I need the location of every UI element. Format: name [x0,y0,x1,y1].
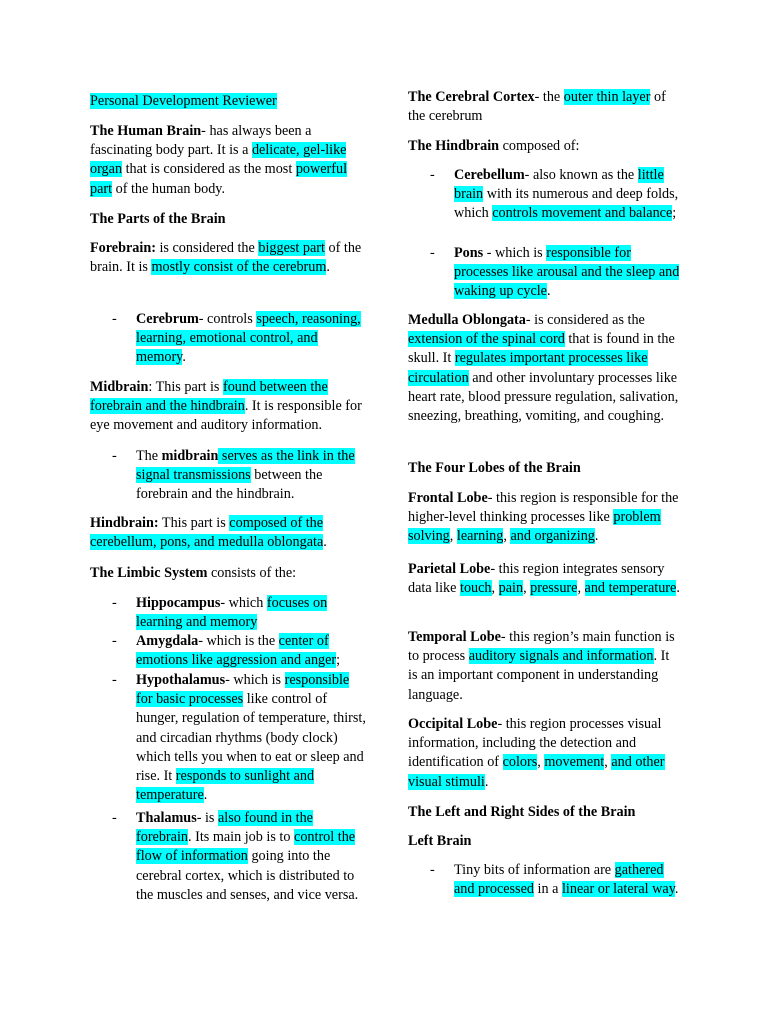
temporal-lobe-paragraph: Temporal Lobe- this region’s main function is to process auditory signals and information. It is an important component in understanding language. [408,629,675,703]
frontal-lobe-paragraph: Frontal Lobe- this region is responsible for the higher-level thinking processes like problem solving, learning, and organizing. [408,490,679,545]
hypothalamus-list-item: - Hypothalamus- which is responsible for basic processes like control of hunger, regulation of temperature, thirst, and circadian rhythms (body clock) which tells you when to eat or sleep and rise. It responds to sunlight and temperature. [112,672,366,804]
parts-heading: The Parts of the Brain [90,211,226,227]
parietal-lobe-paragraph: Parietal Lobe- this region integrates sensory data like touch, pain, pressure, and temperature. [408,561,680,597]
hippocampus-list-item: - Hippocampus- which focuses on learning and memory [112,595,328,631]
hindbrain-paragraph: Hindbrain: This part is composed of the cerebellum, pons, and medulla oblongata. [90,515,327,551]
occipital-lobe-paragraph: Occipital Lobe- this region processes visual information, including the detection and identification of colors, movement, and other visual stimuli. [408,716,665,790]
forebrain-paragraph: Forebrain: is considered the biggest part of the brain. It is mostly consist of the cerebrum. [90,240,362,276]
midbrain-paragraph: Midbrain: This part is found between the forebrain and the hindbrain. It is responsible for eye movement and auditory information. [90,379,362,434]
pons-list-item: - Pons - which is responsible for processes like arousal and the sleep and waking up cycle. [430,245,680,300]
midbrain-list-item: - The midbrain serves as the link in the signal transmissions between the forebrain and the hindbrain. [112,448,355,503]
limbic-paragraph: The Limbic System consists of the: [90,565,297,581]
amygdala-list-item: - Amygdala- which is the center of emotions like aggression and anger; [112,633,341,669]
thalamus-list-item: - Thalamus- is also found in the forebrain. Its main job is to control the flow of information going into the cerebral cortex, which is distributed to the muscles and senses, and vice versa. [112,810,359,903]
left-right-sides-heading: The Left and Right Sides of the Brain [408,804,636,820]
left-brain-heading: Left Brain [408,833,472,849]
cerebral-cortex-paragraph: The Cerebral Cortex- the outer thin layer of the cerebrum [408,89,666,125]
four-lobes-heading: The Four Lobes of the Brain [408,460,581,476]
document-title: Personal Development Reviewer [90,93,277,109]
medulla-paragraph: Medulla Oblongata- is considered as the extension of the spinal cord that is found in the skull. It regulates important processes like circulation and other involuntary processes like heart rate, blood pressure regulation, salivation, sneezing, breathing, vomiting, and coughing. [408,312,679,425]
cerebrum-list-item: - Cerebrum- controls speech, reasoning, learning, emotional control, and memory. [112,311,361,366]
hindbrain-composed-paragraph: The Hindbrain composed of: [408,138,580,154]
human-brain-paragraph: The Human Brain- has always been a fascinating body part. It is a delicate, gel-like organ that is considered as the most powerful part of the human body. [90,123,348,197]
left-brain-list-item: - Tiny bits of information are gathered and processed in a linear or lateral way. [430,862,679,898]
cerebellum-list-item: - Cerebellum- also known as the little brain with its numerous and deep folds, which controls movement and balance; [430,167,679,222]
